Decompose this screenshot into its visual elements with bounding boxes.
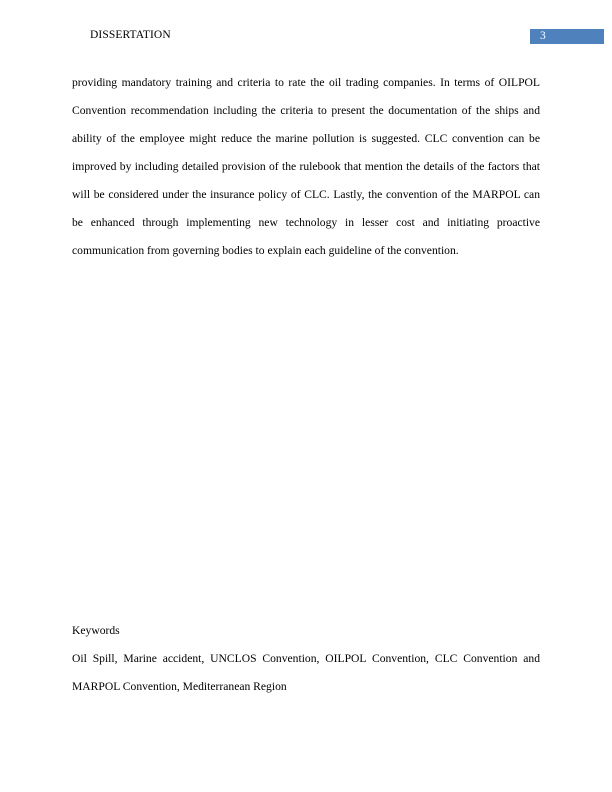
page-number-badge — [530, 29, 604, 44]
body-paragraph: providing mandatory training and criteria to rate the oil trading companies. In terms of OILPOL Convention recommendation including the criteria to present the documentation of the ships and ability of the employee might reduce the marine pollution is suggested. CLC convention can be improved by including detailed provision of the rulebook that mention the details of the factors that will be considered under the insurance policy of CLC. Lastly, the convention of the MARPOL can be enhanced through implementing new technology in lesser cost and initiating proactive communication from governing bodies to explain each guideline of the convention. — [72, 76, 540, 257]
running-head: DISSERTATION — [90, 29, 171, 41]
page-number: 3 — [540, 30, 546, 42]
keywords-list: Oil Spill, Marine accident, UNCLOS Convention, OILPOL Convention, CLC Convention and MARPOL Convention, Mediterranean Region — [72, 652, 540, 693]
keywords-heading: Keywords — [72, 624, 120, 637]
